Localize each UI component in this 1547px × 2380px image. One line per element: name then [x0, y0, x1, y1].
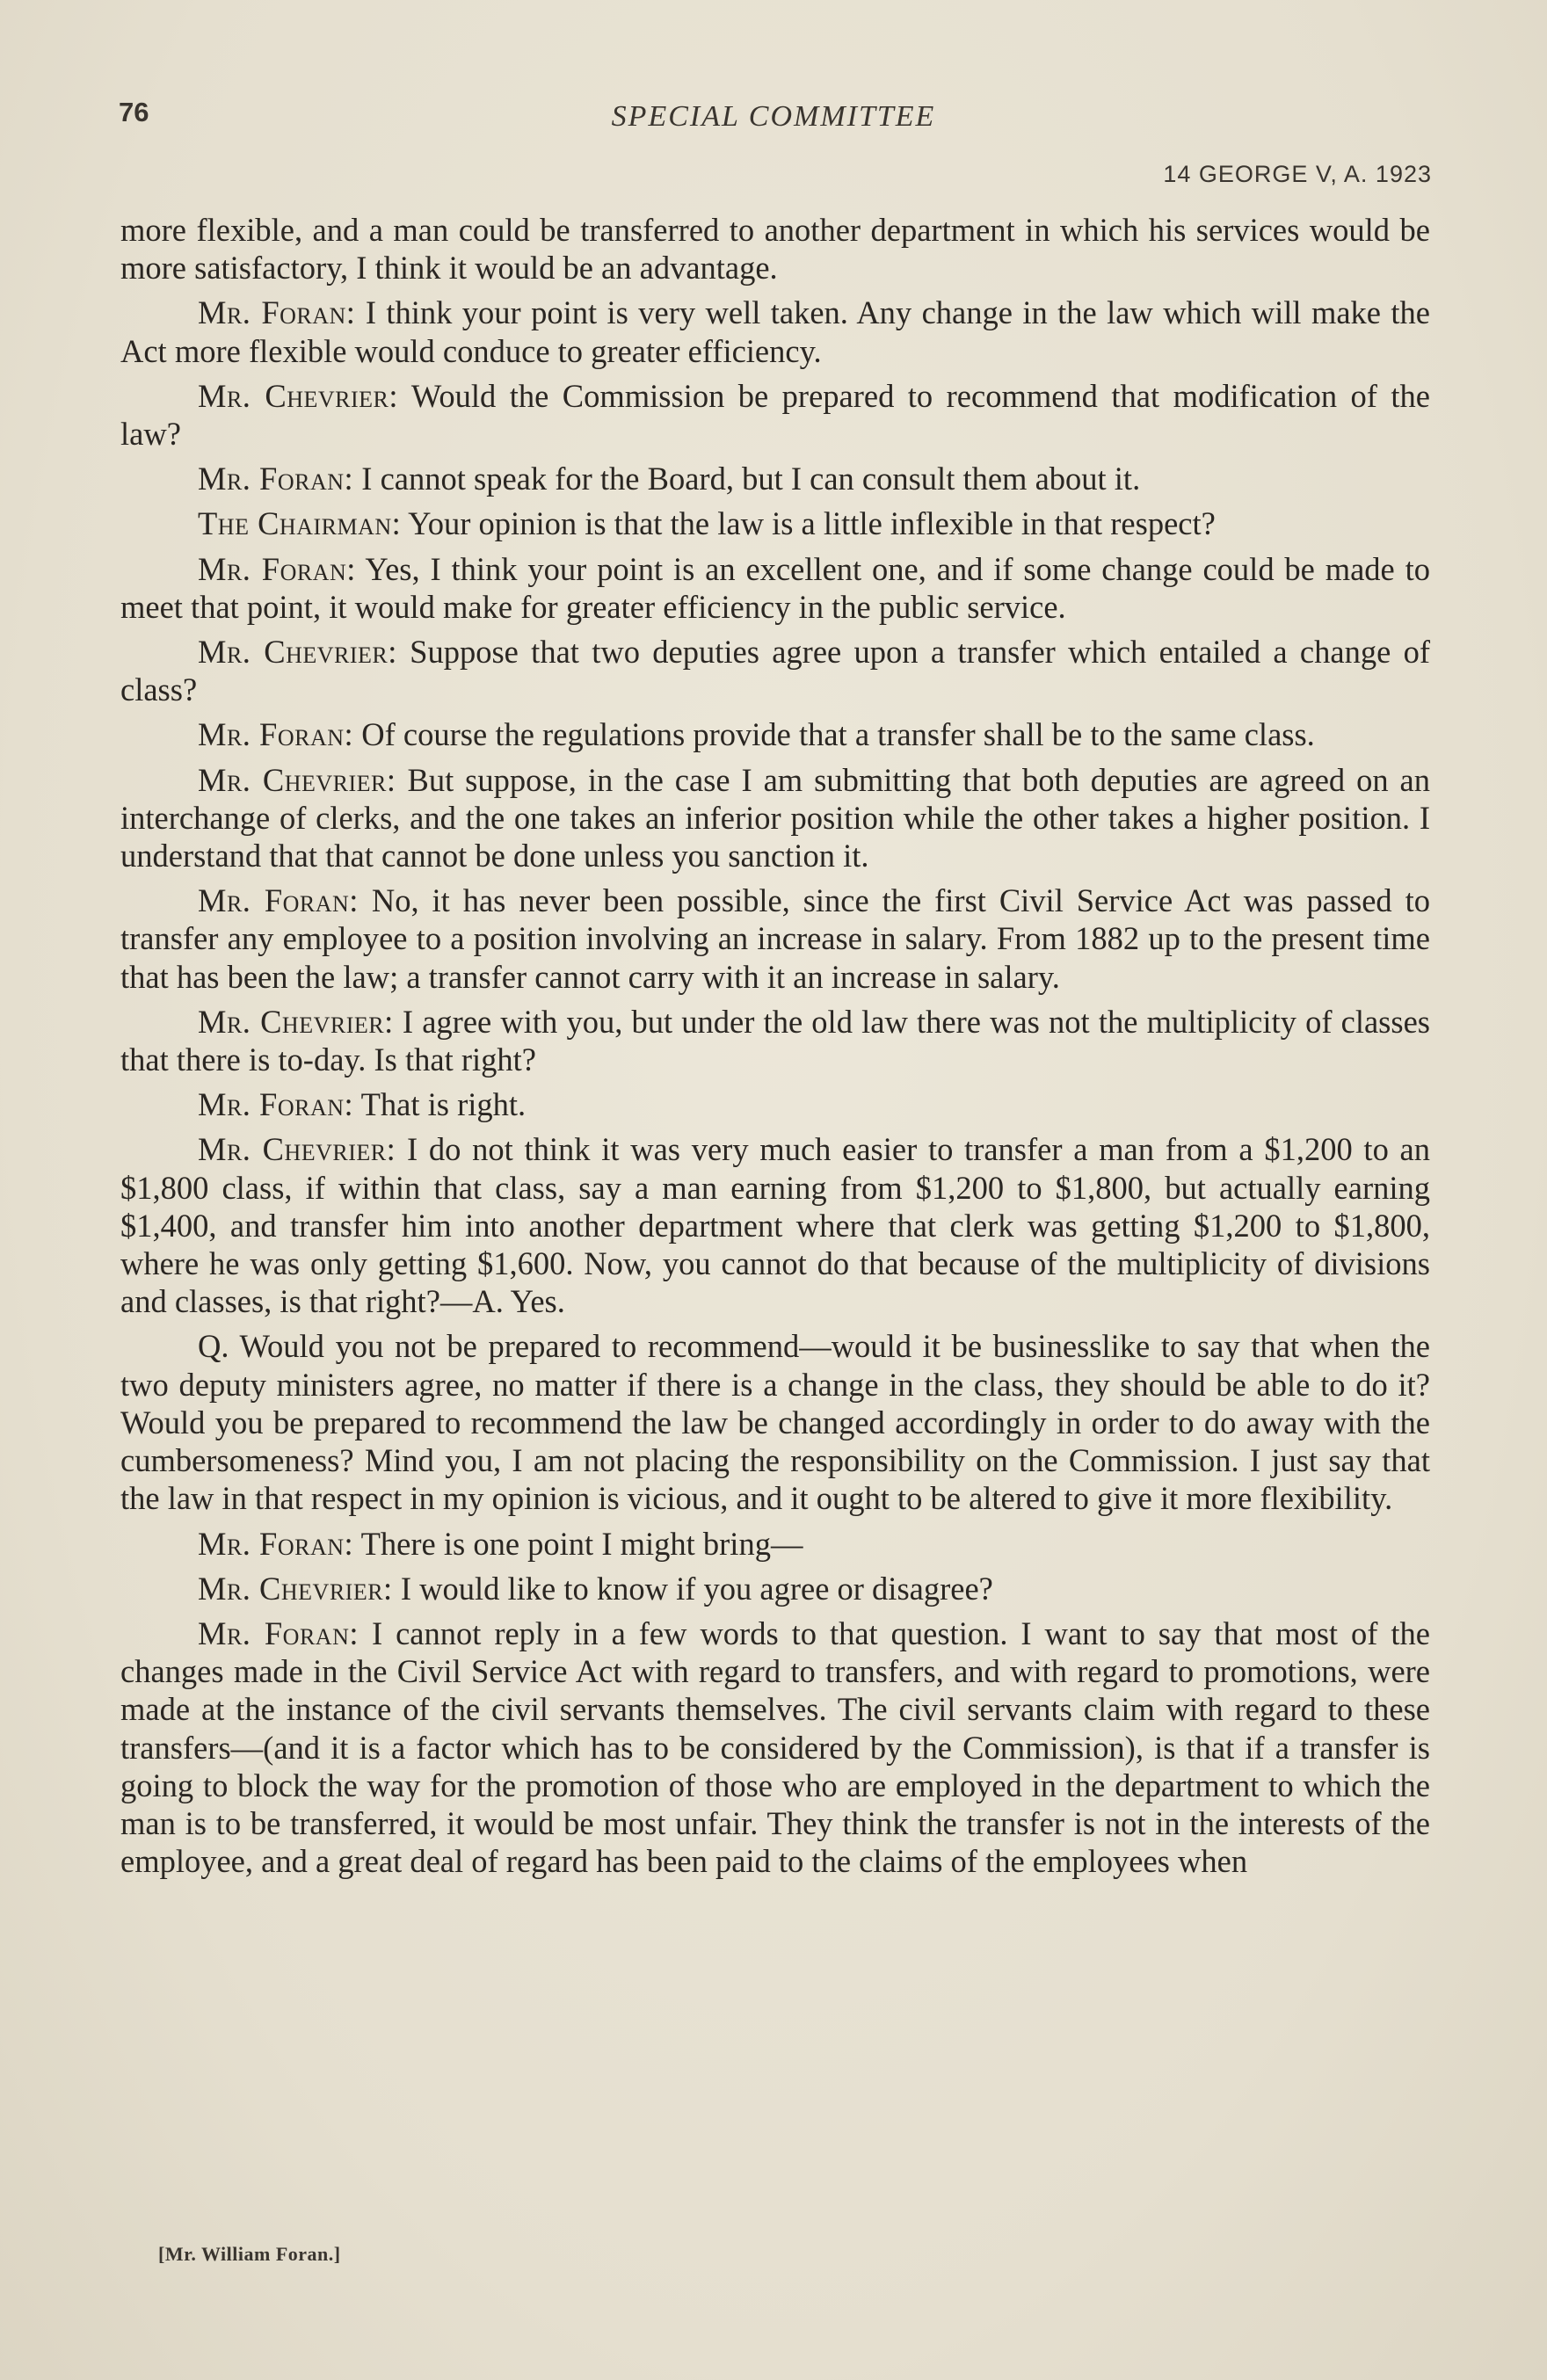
paragraph [120, 1525, 1430, 1563]
paragraph [120, 1570, 1430, 1607]
paragraph-text: Yes, I think your point is an excellent one, and if some change could be made to meet that point, it would make for greater efficiency in the public service. [120, 550, 1430, 625]
speaker-name: The Chairman: [198, 505, 402, 542]
paragraph-text: But suppose, in the case I am submitting that both deputies are agreed on an interchange of clerks, and the one takes an inferior position while the other takes a higher position. I understand that that cannot be done unless you sanction it. [120, 761, 1430, 874]
speaker-name: Mr. Foran: [198, 882, 359, 919]
paragraph-text: I cannot reply in a few words to that question. I want to say that most of the changes made in the Civil Service Act with regard to transfers, and with regard to promotions, were made at the instance of the civil servants themselves. The civil servants claim with regard to these transfers—(and it is a factor which has to be considered by the Commission), is that if a transfer is going to block the way for the promotion of those who are employed in the department to which the man is to be transferred, it would be most unfair. They think the transfer is not in the interests of the employee, and a great deal of regard has been paid to the claims of the employees when [120, 1614, 1430, 1880]
paragraph [120, 377, 1430, 453]
speaker-name: Mr. Chevrier: [198, 634, 397, 671]
session-label: 14 GEORGE V, A. 1923 [1163, 161, 1432, 187]
witness-footer: [Mr. William Foran.] [158, 2243, 341, 2265]
paragraph-text: No, it has never been possible, since the first Civil Service Act was passed to transfer any employee to a position involving an increase in salary. From 1882 up to the present time that has been the law; a transfer cannot carry with it an increase in salary. [120, 882, 1430, 995]
page-number: 76 [119, 97, 149, 127]
speaker-name: Mr. Foran: [198, 1086, 354, 1123]
paragraph [120, 1003, 1430, 1078]
paragraph [120, 1130, 1430, 1320]
speaker-name: Mr. Foran: [198, 1614, 359, 1651]
paragraph-text: Your opinion is that the law is a little inflexible in that respect? [401, 505, 1216, 542]
paragraph-text: I cannot speak for the Board, but I can consult them about it. [353, 461, 1141, 497]
paragraph-text: There is one point I might bring— [353, 1525, 803, 1562]
paragraph-text: Suppose that two deputies agree upon a transfer which entailed a change of class? [120, 634, 1430, 708]
paragraph-text: I think your point is very well taken. Any change in the law which will make the Act more flexible would conduce to greater efficiency. [120, 294, 1430, 369]
speaker-name: Mr. Chevrier: [198, 1570, 393, 1607]
paragraph-text: I do not think it was very much easier to transfer a man from a $1,200 to an $1,800 class, if within that class, say a man earning from $1,200 to $1,800, but actually earning $1,400, and transfer him into another department where that clerk was getting $1,200 to $1,800, where he was only getting $1,600. Now, you cannot do that because of the multiplicity of divisions and classes, is that right?—A. Yes. [120, 1131, 1430, 1320]
speaker-name: Mr. Chevrier: [198, 1003, 394, 1040]
paragraph [120, 715, 1430, 753]
paragraph-text: That is right. [353, 1086, 527, 1123]
paragraph [120, 211, 1430, 287]
body-text [120, 211, 1430, 1887]
paragraph-text: more flexible, and a man could be transferred to another department in which his services would be more satisfactory, I think it would be an advantage. [120, 212, 1430, 287]
speaker-name: Mr. Foran: [198, 716, 354, 753]
paragraph-text: Of course the regulations provide that a transfer shall be to the same class. [353, 716, 1315, 753]
paragraph-text: Would the Commission be prepared to recommend that modification of the law? [120, 377, 1430, 453]
paragraph-text: Q. Would you not be prepared to recommend—would it be businesslike to say that when the two deputy ministers agree, no matter if there is a change in the class, they should be able to do it? Would you be prepared to recommend the law be changed accordingly in order to do away with the cumbersomeness? Mind you, I am not placing the responsibility on the Commission. I just say that the law in that respect in my opinion is vicious, and it ought to be altered to give it more flexibility. [120, 1328, 1430, 1517]
paragraph [120, 294, 1430, 369]
paragraph [120, 1085, 1430, 1123]
running-head: SPECIAL COMMITTEE [611, 100, 936, 133]
speaker-name: Mr. Chevrier: [198, 1131, 396, 1168]
speaker-name: Mr. Chevrier: [198, 761, 396, 798]
paragraph [120, 761, 1430, 875]
speaker-name: Mr. Chevrier: [198, 377, 399, 414]
speaker-name: Mr. Foran: [198, 461, 354, 497]
speaker-name: Mr. Foran: [198, 550, 356, 587]
paragraph [120, 550, 1430, 626]
paragraph [120, 882, 1430, 996]
paragraph [120, 633, 1430, 708]
speaker-name: Mr. Foran: [198, 1525, 354, 1562]
paragraph [120, 1327, 1430, 1517]
paragraph [120, 504, 1430, 542]
paragraph-text: I would like to know if you agree or disagree? [392, 1570, 993, 1607]
paragraph-text: I agree with you, but under the old law there was not the multiplicity of classes that there is to-day. Is that right? [120, 1003, 1430, 1078]
paragraph [120, 460, 1430, 497]
paragraph [120, 1614, 1430, 1880]
speaker-name: Mr. Foran: [198, 294, 356, 331]
